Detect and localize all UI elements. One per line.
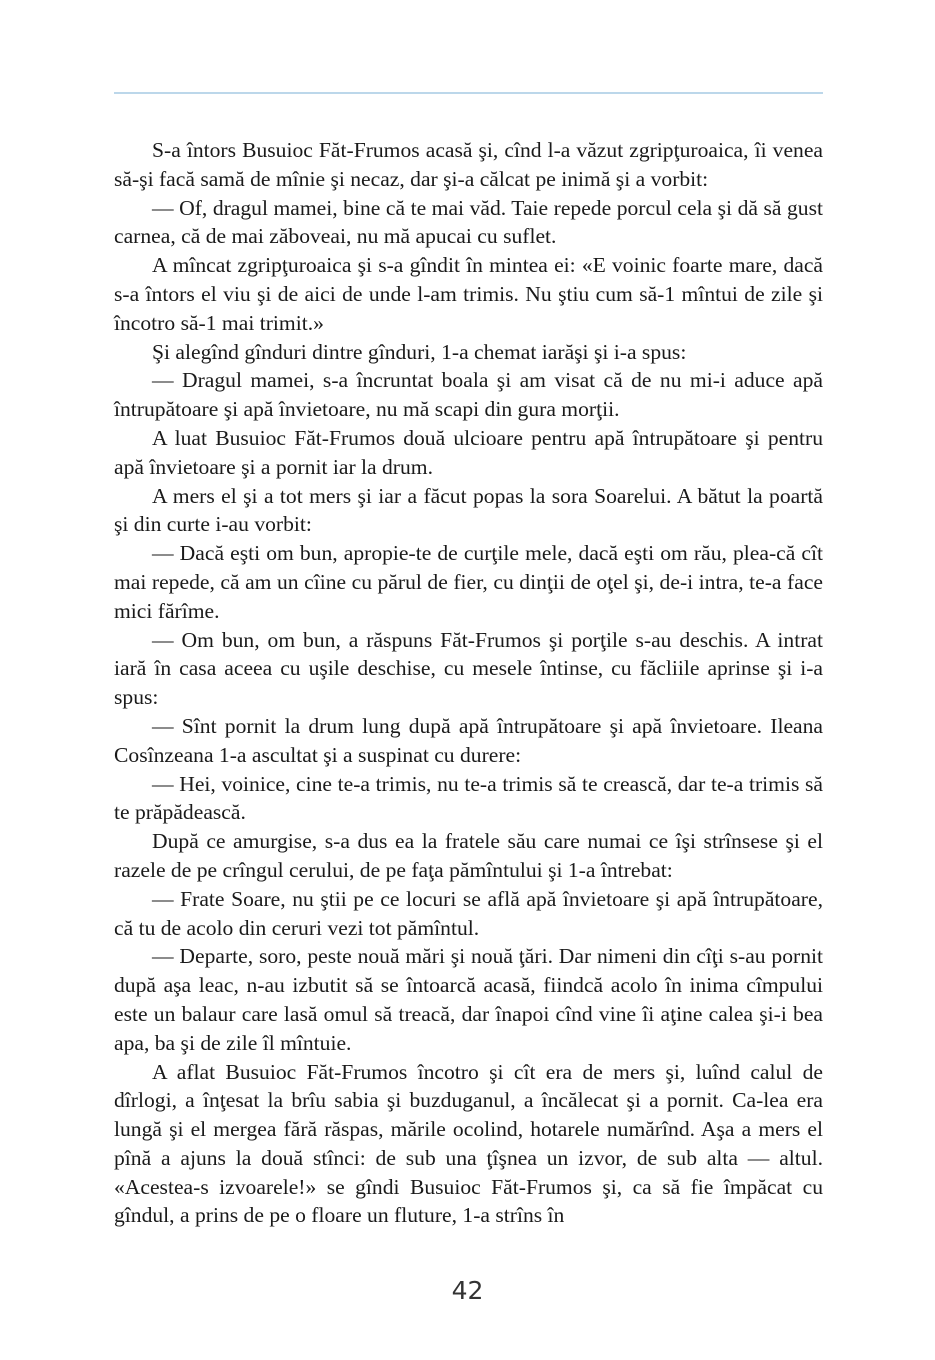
paragraph: — Of, dragul mamei, bine că te mai văd. Taie repede porcul cela şi dă să gust carnea, că de mai zăboveai, nu mă apucai cu suflet.: [114, 195, 823, 249]
paragraph: A mîncat zgripţuroaica şi s-a gîndit în mintea ei: «E voinic foarte mare, dacă s-a întors el viu şi de aici de unde l-am trimis. Nu ştiu cum să-1 mîntui de zile şi încotro să-1 mai trimit.»: [114, 253, 823, 335]
header-rule: [114, 92, 823, 94]
paragraph: — Om bun, om bun, a răspuns Făt-Frumos şi porţile s-au deschis. A intrat iară în casa aceea cu uşile deschise, cu mesele întinse, cu făcliile aprinse şi i-a spus:: [114, 627, 823, 710]
paragraph: — Departe, soro, peste nouă mări şi nouă ţări. Dar nimeni din cîţi s-au pornit după aşa leac, n-au izbutit să se întoarcă acasă, fiindcă acolo în inima cîmpului este un balaur care lasă omul să treacă, dar înapoi cînd vine îi aţine calea şi-i bea apa, ba şi de zile îl mîntuie.: [114, 944, 823, 1055]
page-number: 42: [451, 1276, 484, 1305]
paragraph: — Dragul mamei, s-a încruntat boala şi am visat că de nu mi-i aduce apă întrupătoare şi apă învietoare, nu mă scapi din gura morţii.: [114, 368, 823, 422]
paragraph: — Hei, voinice, cine te-a trimis, nu te-a trimis să te crească, dar te-a trimis să te prăpădească.: [114, 771, 823, 825]
paragraph: A mers el şi a tot mers şi iar a făcut popas la sora Soarelui. A bătut la poartă şi din curte i-au vorbit:: [114, 483, 823, 537]
paragraph: A aflat Busuioc Făt-Frumos încotro şi cît era de mers şi, luînd calul de dîrlogi, a înţesat la brîu sabia şi buzduganul, a încălecat şi a pornit. Ca-lea era lungă şi el mergea fără răspas, mările ocolind, hotarele numărînd. Aşa a mers el pînă a ajuns la două stînci: de sub una ţîşnea un izvor, de sub alta — altul. «Acestea-s izvoarele!» se gîndi Busuioc Făt-Frumos şi, ca să fie împăcat cu gîndul, a prins de pe o floare un fluture, 1-a strîns în: [114, 1059, 823, 1228]
paragraph: — Sînt pornit la drum lung după apă întrupătoare şi apă învietoare. Ileana Cosînzeana 1-a ascultat şi a suspinat cu durere:: [114, 713, 823, 767]
paragraph: Şi alegînd gînduri dintre gînduri, 1-a chemat iarăşi şi i-a spus:: [152, 339, 687, 364]
paragraph: După ce amurgise, s-a dus ea la fratele său care numai ce îşi strînsese şi el razele de pe crîngul cerului, de pe faţa pămîntului şi 1-a întrebat:: [114, 829, 823, 882]
paragraph: — Frate Soare, nu ştii pe ce locuri se află apă învietoare şi apă întrupătoare, că tu de acolo din ceruri vezi tot pămîntul.: [114, 886, 823, 940]
story-text: [114, 136, 823, 1230]
paragraph: A luat Busuioc Făt-Frumos două ulcioare pentru apă întrupătoare şi pentru apă învietoare şi a pornit iar la drum.: [114, 425, 823, 479]
paragraph: S-a întors Busuioc Făt-Frumos acasă şi, cînd l-a văzut zgripţuroaica, îi venea să-şi facă samă de mînie şi necaz, dar şi-a călcat pe inimă şi a vorbit:: [114, 138, 823, 191]
paragraph: — Dacă eşti om bun, apropie-te de curţile mele, dacă eşti om rău, plea-că cît mai repede, că am un cîine cu părul de fier, cu dinţii de oţel şi, de-i intra, te-a face mici fărîme.: [114, 541, 823, 623]
